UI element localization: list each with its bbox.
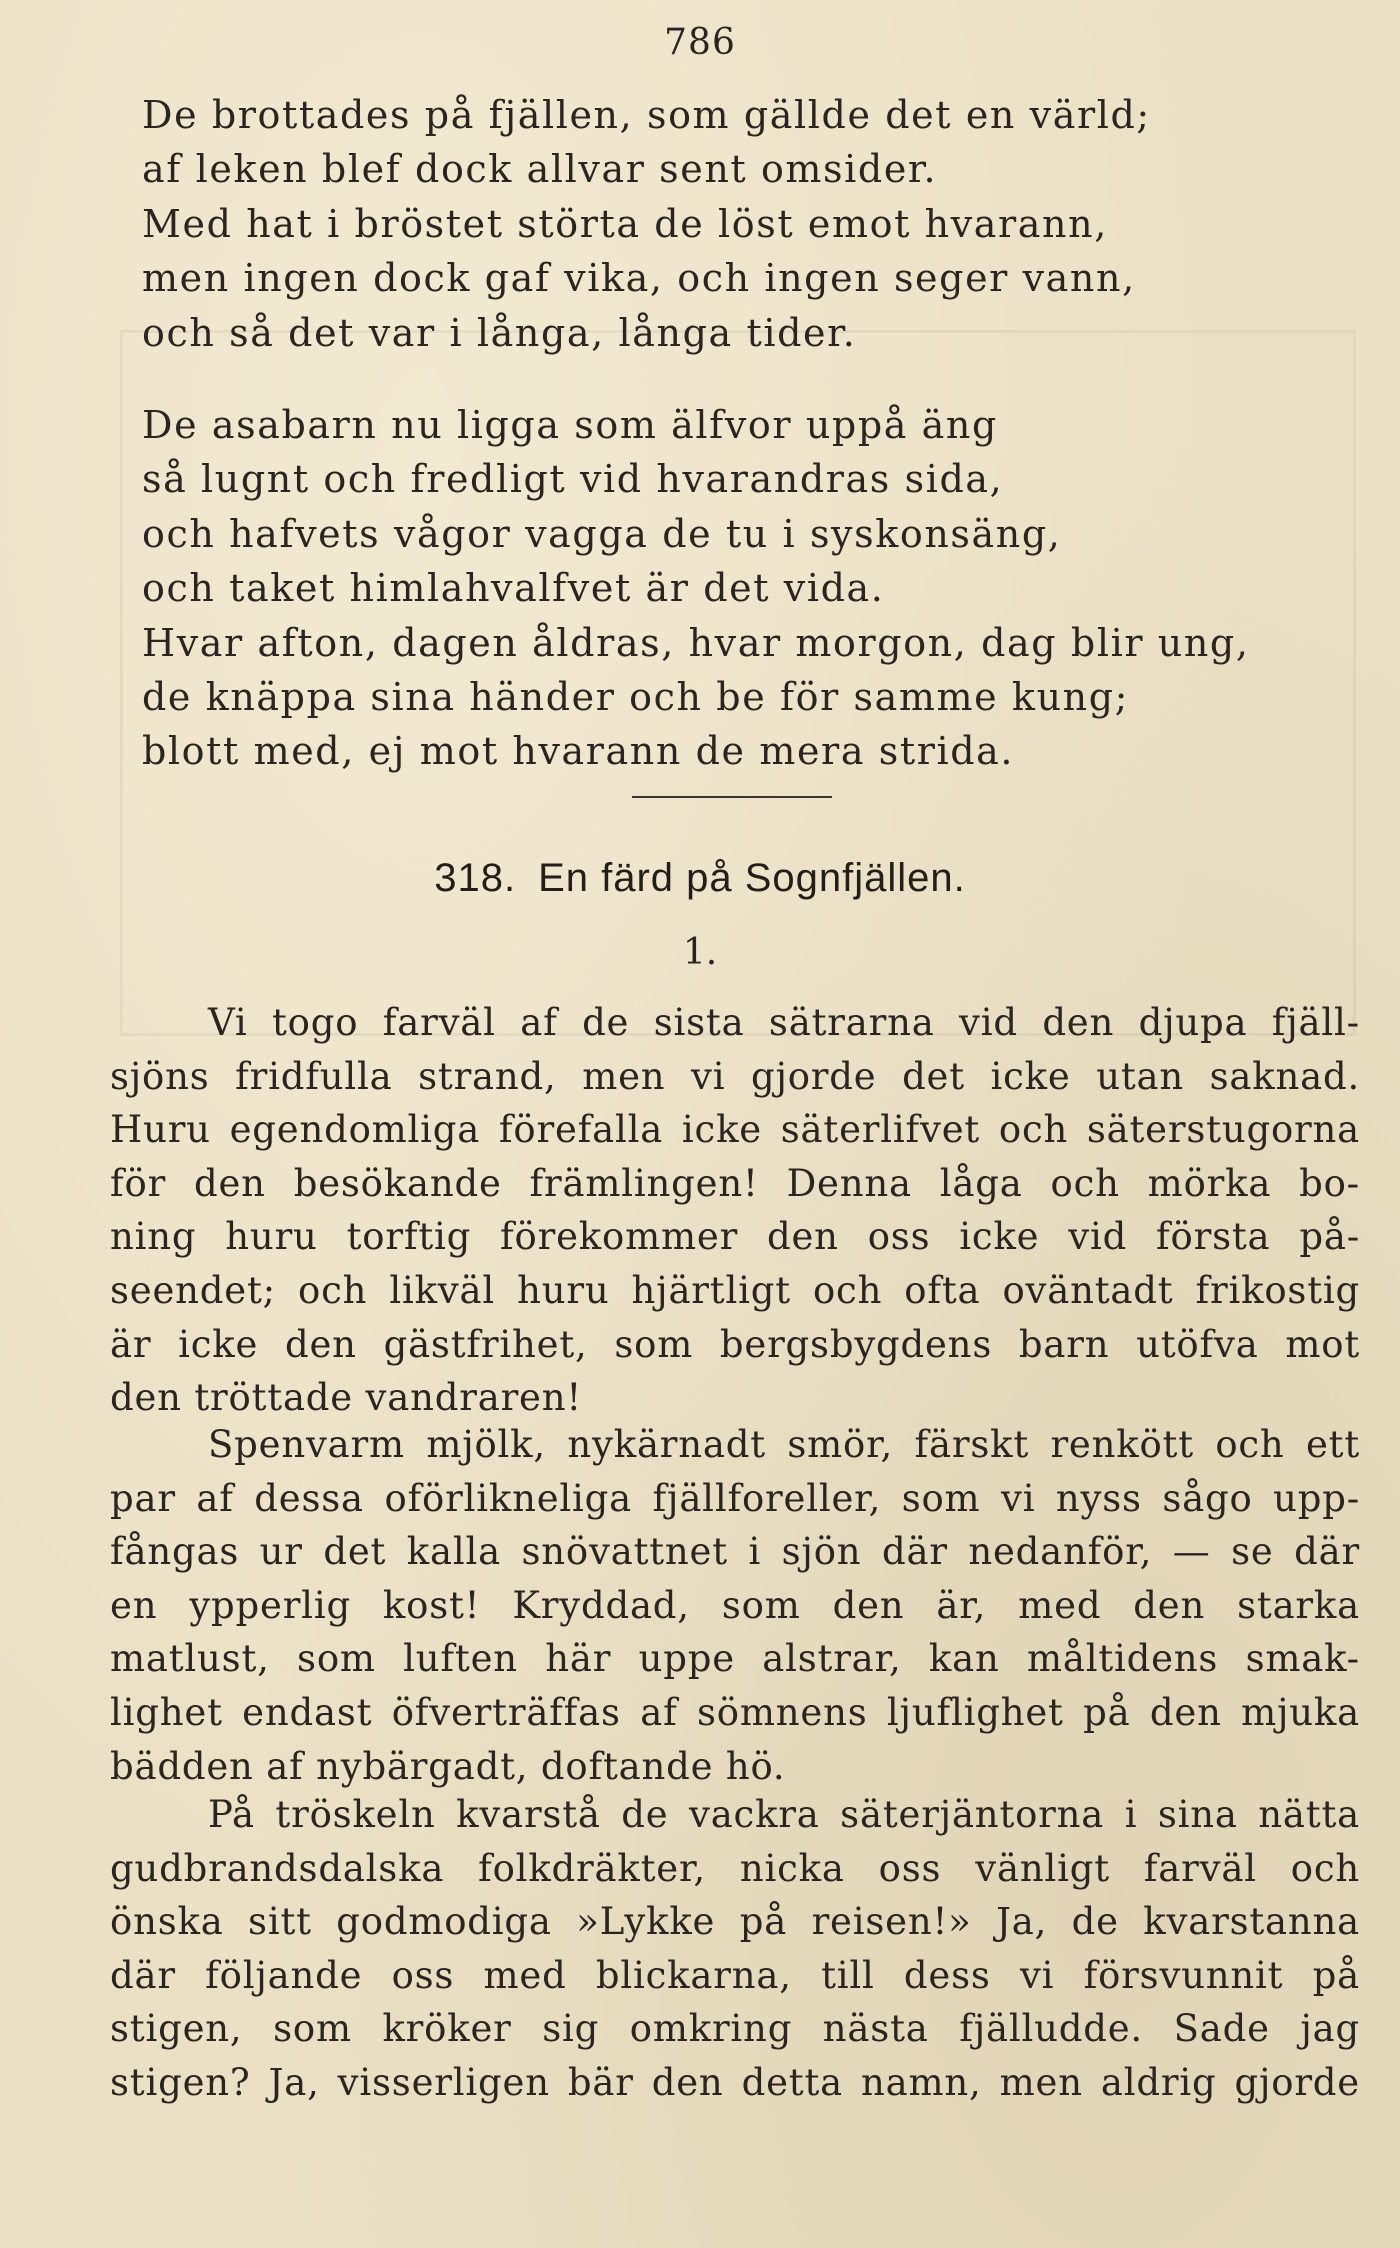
poem-line: af leken blef dock allvar sent omsider. <box>142 147 938 192</box>
prose-line: sjöns fridfulla strand, men vi gjorde det icke utan saknad. <box>110 1054 1360 1098</box>
paragraph-3 <box>110 1788 1360 2110</box>
prose-line: där följande oss med blickarna, till dess vi försvunnit på <box>110 1953 1360 1997</box>
poem-stanza-1 <box>142 88 1151 360</box>
poem-line: De asabarn nu ligga som älfvor uppå äng <box>142 403 998 447</box>
prose-line: Huru egendomliga förefalla icke säterlifvet och säterstugorna <box>110 1108 1360 1152</box>
poem-line: blott med, ej mot hvarann de mera strida. <box>142 729 1015 774</box>
prose-line: par af dessa oförlikneliga fjällforeller, som vi nyss sågo upp- <box>110 1476 1360 1520</box>
paragraph-2 <box>110 1418 1360 1793</box>
subsection-number: 1. <box>682 932 718 973</box>
prose-line: Vi togo farväl af de sista sätrarna vid den djupa fjäll- <box>208 1001 1360 1044</box>
poem-line: De brottades på fjällen, som gällde det en värld; <box>142 93 1151 137</box>
poem-stanza-2 <box>142 398 1250 779</box>
section-heading <box>0 856 1400 901</box>
poem-line: så lugnt och fredligt vid hvarandras sida, <box>142 457 1004 502</box>
prose-line: är icke den gästfrihet, som bergsbygdens barn utöfva mot <box>110 1322 1360 1366</box>
prose-line: en ypperlig kost! Kryddad, som den är, med den starka <box>110 1583 1360 1627</box>
section-divider <box>632 796 832 798</box>
poem-line: de knäppa sina händer och be för samme kung; <box>142 674 1130 719</box>
prose-line: lighet endast öfverträffas af sömnens ljuflighet på den mjuka <box>110 1690 1360 1734</box>
prose-line: stigen, som kröker sig omkring nästa fjälludde. Sade jag <box>110 2007 1360 2051</box>
poem-line: och taket himlahvalfvet är det vida. <box>142 566 885 611</box>
prose-line: den tröttade vandraren! <box>110 1376 583 1420</box>
prose-line: stigen? Ja, visserligen bär den detta namn, men aldrig gjorde <box>110 2060 1360 2104</box>
section-title: En färd på Sognfjällen. <box>538 856 966 900</box>
prose-line: fångas ur det kalla snövattnet i sjön där nedanför, — se där <box>110 1530 1360 1574</box>
prose-line: bädden af nybärgadt, doftande hö. <box>110 1744 786 1788</box>
section-number: 318. <box>434 856 517 900</box>
poem-line: Hvar afton, dagen åldras, hvar morgon, dag blir ung, <box>142 620 1250 665</box>
paragraph-1 <box>110 996 1360 1425</box>
prose-line: På tröskeln kvarstå de vackra säterjäntorna i sina nätta <box>208 1793 1360 1836</box>
prose-line: önska sitt godmodiga »Lykke på reisen!» Ja, de kvarstanna <box>110 1900 1360 1944</box>
poem-line: och så det var i långa, långa tider. <box>142 310 857 355</box>
prose-line: seendet; och likväl huru hjärtligt och ofta oväntadt frikostig <box>110 1268 1360 1312</box>
poem-line: men ingen dock gaf vika, och ingen seger vann, <box>142 256 1136 301</box>
prose-line: för den besökande främlingen! Denna låga och mörka bo- <box>110 1161 1360 1205</box>
prose-line: Spenvarm mjölk, nykärnadt smör, färskt renkött och ett <box>208 1423 1360 1466</box>
page-number: 786 <box>664 22 736 63</box>
prose-line: ning huru torftig förekommer den oss icke vid första på- <box>110 1215 1360 1259</box>
poem-line: och hafvets vågor vagga de tu i syskonsäng, <box>142 511 1062 556</box>
poem-line: Med hat i bröstet störta de löst emot hvarann, <box>142 201 1108 246</box>
prose-line: gudbrandsdalska folkdräkter, nicka oss vänligt farväl och <box>110 1846 1360 1890</box>
prose-line: matlust, som luften här uppe alstrar, kan måltidens smak- <box>110 1637 1360 1681</box>
